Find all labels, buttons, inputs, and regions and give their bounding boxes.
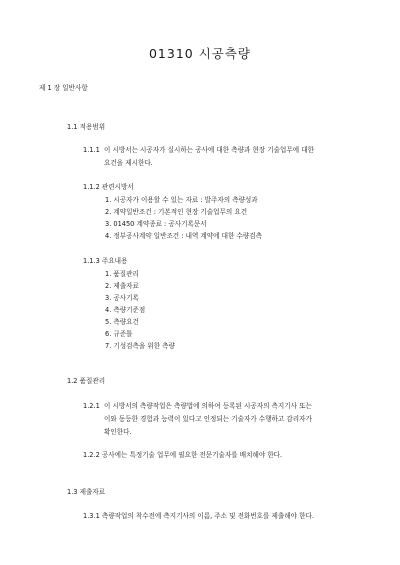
clause-heading-1-1-3: 1.1.3 주요내용 — [83, 257, 128, 265]
clause-number-1-1-1: 1.1.1 — [83, 146, 100, 154]
clause-text-1-2-1-line3: 확인한다. — [104, 428, 132, 436]
clause-text-1-3-1: 1.3.1 측량작업의 착수전에 측지기사의 이름, 주소 및 전화번호를 제출해야 한다. — [83, 512, 314, 520]
clause-number-1-2-1: 1.2.1 — [83, 402, 100, 410]
list-item: 5. 측량요건 — [105, 318, 139, 326]
list-item: 7. 기성검측을 위한 측량 — [105, 342, 175, 350]
clause-text-1-2-2: 1.2.2 공사에는 특정기술 업무에 필요한 전문기술자를 배치해야 한다. — [83, 451, 283, 459]
list-item: 2. 제출자료 — [105, 282, 139, 290]
document-title: 01310 시공측량 — [148, 46, 252, 61]
list-item: 1. 시공자가 이용할 수 있는 자료 : 발주자의 측량성과 — [105, 196, 258, 204]
list-item: 3. 공사기록 — [105, 294, 139, 302]
section-heading-1-2: 1.2 품질관리 — [67, 377, 106, 385]
list-item: 3. 01450 계약종료 : 공사기록문서 — [105, 220, 207, 228]
list-item: 1. 품질관리 — [105, 270, 139, 278]
list-item: 2. 계약일반조건 : 기본적인 현장 기술업무의 요건 — [105, 208, 248, 216]
clause-text-1-1-1-line2: 요건을 제시한다. — [104, 159, 153, 167]
clause-text-1-2-1-line1: 이 시방서의 측량작업은 측량법에 의하여 등록된 시공자의 측지기사 또는 — [104, 402, 312, 410]
list-item: 4. 정부공사계약 일반조건 : 내역 계약에 대한 수량검측 — [105, 232, 262, 240]
part-heading: 제 1 장 일반사항 — [39, 84, 88, 92]
clause-text-1-1-1-line1: 이 시방서는 시공자가 실시하는 공사에 대한 측량과 현장 기술업무에 대한 — [104, 146, 314, 154]
section-heading-1-1: 1.1 적용범위 — [67, 123, 106, 131]
list-item: 6. 규준틀 — [105, 330, 133, 338]
section-heading-1-3: 1.3 제출자료 — [67, 488, 106, 496]
clause-text-1-2-1-line2: 이와 동등한 경험과 능력이 있다고 인정되는 기술자가 수행하고 감리자가 — [104, 415, 312, 423]
clause-heading-1-1-2: 1.1.2 관련시방서 — [83, 183, 134, 191]
list-item: 4. 측량기준점 — [105, 306, 146, 314]
